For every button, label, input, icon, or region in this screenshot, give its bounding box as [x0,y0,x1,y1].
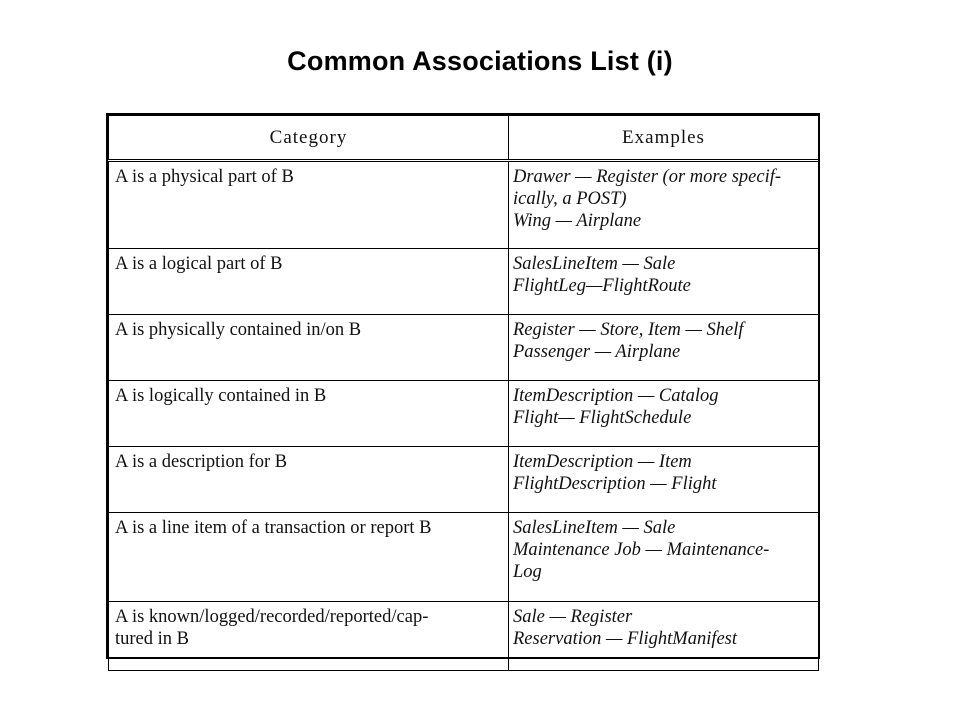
table-row [109,513,819,602]
category-text: A is a line item of a transaction or report B [115,518,432,538]
examples-cell [509,315,819,381]
example-text: Drawer — Register (or more specif- [513,167,782,187]
example-text: FlightDescription — Flight [513,474,717,494]
example-text: FlightLeg—FlightRoute [513,276,691,296]
associations-table-grid [108,115,819,671]
table-row [109,447,819,513]
category-text: tured in B [115,629,189,649]
category-text: A is a physical part of B [115,167,294,187]
category-text: A is logically contained in B [115,386,327,406]
example-text: Register — Store, Item — Shelf [513,320,744,340]
example-text: SalesLineItem — Sale [513,254,676,274]
example-text: Reservation — FlightManifest [513,629,738,649]
category-text: A is known/logged/recorded/reported/cap- [115,607,429,627]
example-text: Flight— FlightSchedule [513,408,692,428]
category-cell [109,447,509,513]
examples-cell [509,161,819,249]
category-cell [109,315,509,381]
example-text: ically, a POST) [513,189,627,209]
table-header-row [109,116,819,161]
category-text: A is a description for B [115,452,288,472]
column-header-category: Category [109,116,509,161]
example-text: ItemDescription — Catalog [513,386,719,406]
slide-title: Common Associations List (i) [287,46,673,76]
category-text: A is physically contained in/on B [115,320,362,340]
examples-cell [509,447,819,513]
table-row [109,602,819,671]
example-text: Wing — Airplane [513,211,642,231]
table-row [109,381,819,447]
examples-cell [509,513,819,602]
table-row [109,161,819,249]
table-row [109,249,819,315]
example-text: Log [513,562,542,582]
examples-cell [509,249,819,315]
example-text: Passenger — Airplane [513,342,681,362]
example-text: ItemDescription — Item [513,452,692,472]
column-header-examples: Examples [509,116,819,161]
examples-cell [509,602,819,671]
category-cell [109,161,509,249]
example-text: Maintenance Job — Maintenance- [513,540,770,560]
category-text: A is a logical part of B [115,254,283,274]
category-cell [109,602,509,671]
category-cell [109,249,509,315]
associations-table [106,113,820,659]
example-text: SalesLineItem — Sale [513,518,676,538]
table-row [109,315,819,381]
examples-cell [509,381,819,447]
category-cell [109,513,509,602]
category-cell [109,381,509,447]
example-text: Sale — Register [513,607,633,627]
